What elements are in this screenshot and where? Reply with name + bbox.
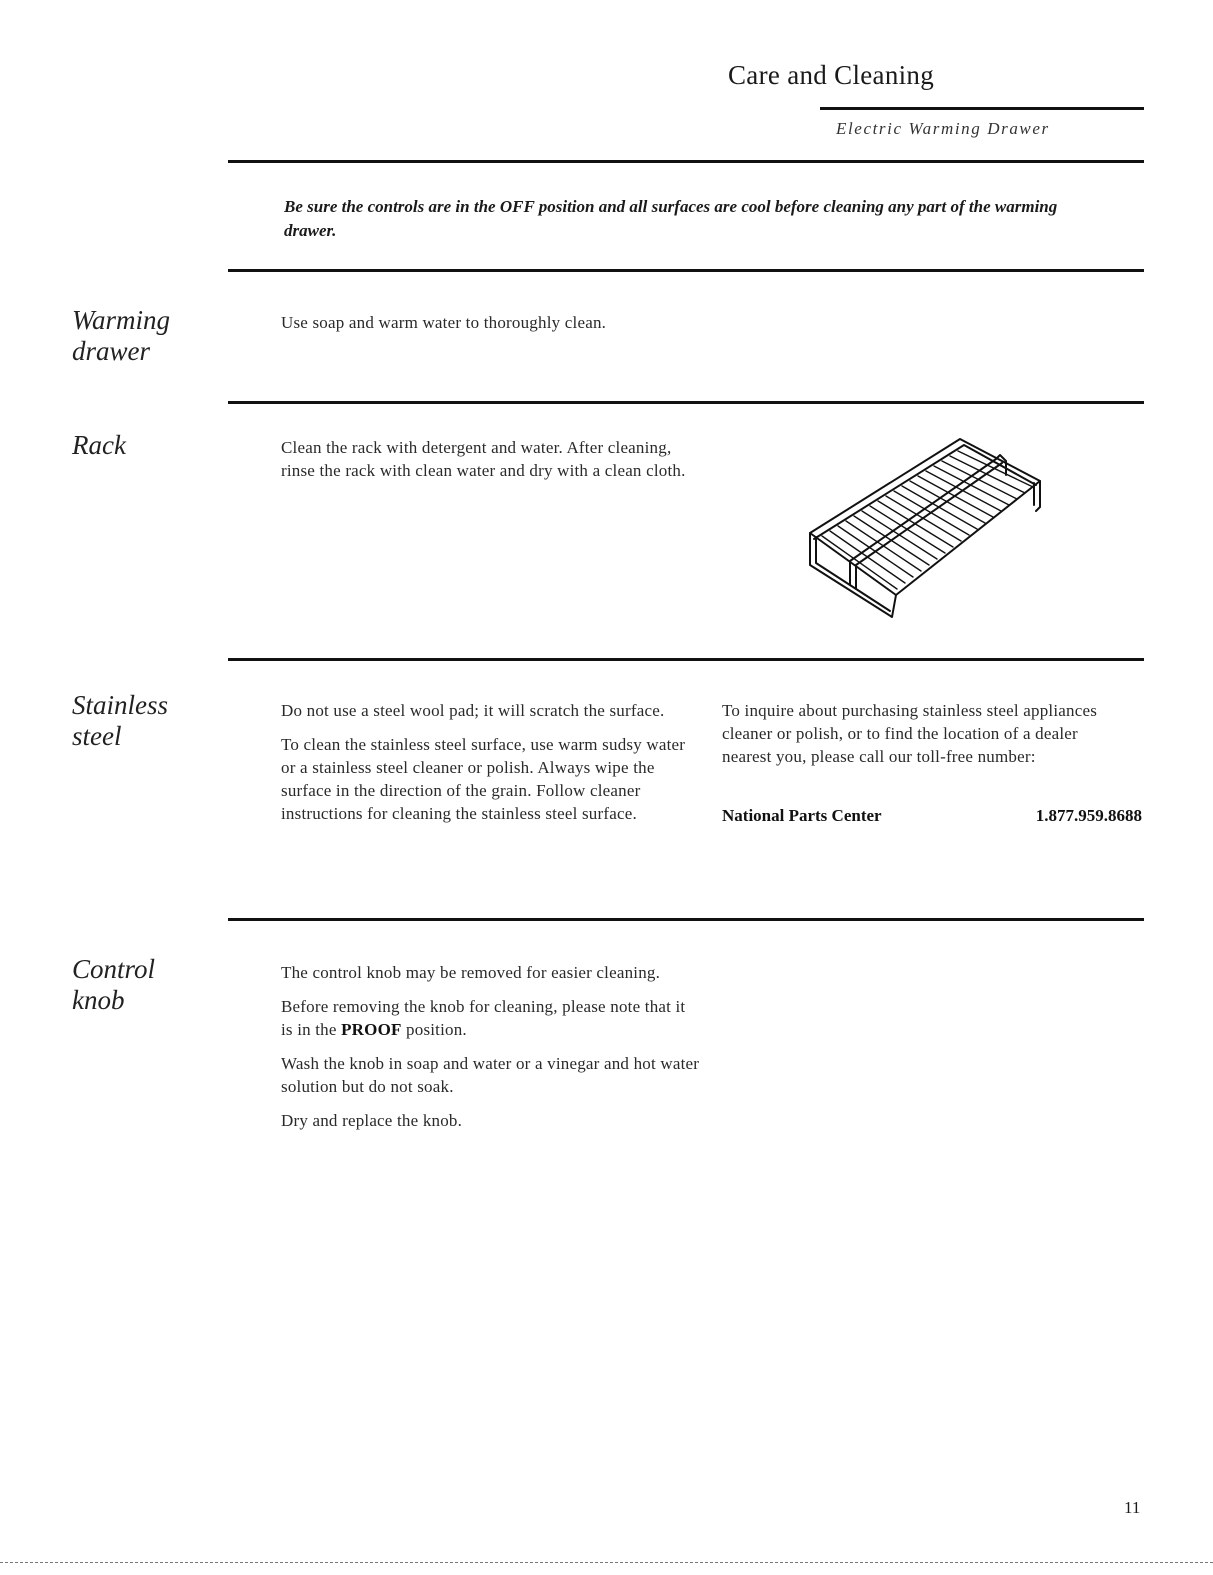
stainless-steel-left-column (281, 699, 701, 836)
contact-name: National Parts Center (722, 806, 882, 825)
section-label-warming-drawer (72, 305, 170, 367)
paragraph (281, 995, 701, 1041)
scan-edge-line (0, 1562, 1213, 1563)
paragraph: Wash the knob in soap and water or a vinegar and hot water solution but do not soak. (281, 1054, 700, 1096)
paragraph: The control knob may be removed for easier cleaning. (281, 963, 661, 982)
section-label-rack: Rack (72, 430, 126, 460)
paragraph: To clean the stainless steel surface, use warm sudsy water or a stainless steel cleaner or polish. Always wipe the surface in the direction of the grain. Follow cleaner instructions for cleaning the stainless steel surface. (281, 735, 686, 823)
label-line: drawer (72, 336, 151, 366)
divider-rack (228, 658, 1144, 661)
divider-stainless-steel (228, 918, 1144, 921)
control-knob-text (281, 961, 701, 1143)
section-label-control-knob (72, 954, 155, 1016)
contact-phone-number: 1.877.959.8688 (1035, 806, 1142, 825)
warming-drawer-text: Use soap and warm water to thoroughly clean. (281, 313, 607, 332)
text-run: Before removing the knob for cleaning, please note that it is in the (281, 997, 686, 1039)
safety-warning: Be sure the controls are in the OFF position and all surfaces are cool before cleaning any part of the warming drawer. (284, 197, 1058, 240)
stainless-steel-right-column: To inquire about purchasing stainless steel appliances cleaner or polish, or to find the location of a dealer nearest you, please call our toll-free number: (722, 701, 1098, 766)
paragraph: Dry and replace the knob. (281, 1111, 463, 1130)
label-line: steel (72, 721, 122, 751)
label-line: Control (72, 954, 156, 984)
proof-emphasis: PROOF (341, 1020, 402, 1039)
paragraph: Do not use a steel wool pad; it will scratch the surface. (281, 701, 665, 720)
header-rule-top (820, 107, 1144, 110)
label-line: Stainless (72, 690, 169, 720)
divider-warning (228, 269, 1144, 272)
page-subtitle: Electric Warming Drawer (836, 119, 1050, 138)
label-line: Warming (72, 305, 171, 335)
rack-text: Clean the rack with detergent and water. After cleaning, rinse the rack with clean water and dry with a clean cloth. (281, 438, 686, 480)
rack-illustration (800, 425, 1065, 625)
divider-warming-drawer (228, 401, 1144, 404)
label-line: knob (72, 985, 125, 1015)
section-label-stainless-steel (72, 690, 168, 752)
header-rule-bottom (228, 160, 1144, 163)
page-title: Care and Cleaning (728, 60, 935, 90)
page-number: 11 (1124, 1498, 1141, 1517)
contact-row (722, 806, 1142, 826)
text-run: position. (401, 1020, 467, 1039)
